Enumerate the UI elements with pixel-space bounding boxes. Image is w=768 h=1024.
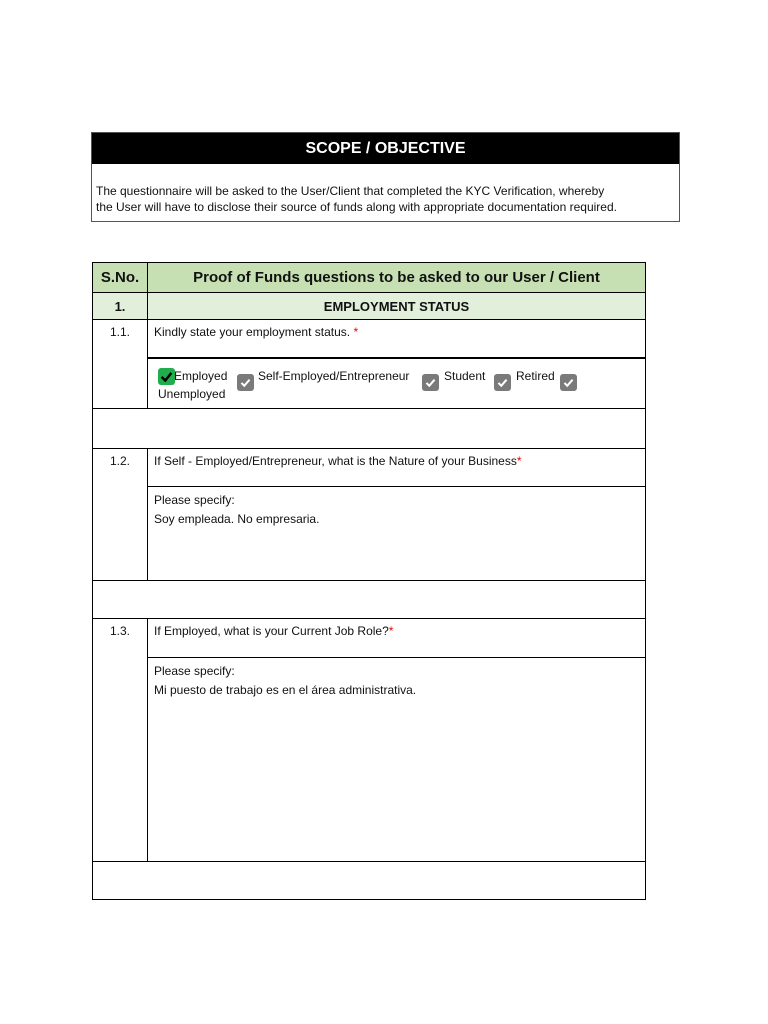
check-icon bbox=[239, 376, 252, 389]
q1-question bbox=[148, 320, 646, 358]
check-icon bbox=[424, 376, 437, 389]
scope-description bbox=[92, 164, 679, 221]
option-retired-label: Retired bbox=[516, 368, 555, 383]
spacer-row bbox=[93, 862, 646, 900]
scope-line-1: The questionnaire will be asked to the User/Client that completed the KYC Verification, whereby bbox=[96, 184, 605, 198]
checkbox-self-employed[interactable] bbox=[237, 374, 254, 391]
q2-number: 1.2. bbox=[93, 449, 148, 581]
questionnaire-table bbox=[92, 262, 646, 900]
q1-number: 1.1. bbox=[93, 320, 148, 409]
check-icon bbox=[160, 370, 173, 383]
q2-answer-text: Soy empleada. No empresaria. bbox=[154, 512, 320, 526]
option-student-label: Student bbox=[444, 368, 486, 383]
q3-answer-field[interactable] bbox=[148, 658, 646, 862]
header-sno: S.No. bbox=[93, 263, 148, 293]
option-employed-label: Employed bbox=[174, 368, 228, 383]
scope-line-2: the User will have to disclose their source of funds along with appropriate documentation required. bbox=[96, 200, 617, 214]
q3-question bbox=[148, 619, 646, 658]
q2-question-text: If Self - Employed/Entrepreneur, what is the Nature of your Business bbox=[154, 454, 517, 468]
q2-question bbox=[148, 449, 646, 487]
header-title: Proof of Funds questions to be asked to our User / Client bbox=[148, 263, 646, 293]
q1-question-text: Kindly state your employment status. bbox=[154, 325, 354, 339]
q3-number: 1.3. bbox=[93, 619, 148, 862]
option-self-employed-label: Self-Employed/Entrepreneur bbox=[258, 368, 410, 383]
required-marker: * bbox=[353, 325, 359, 339]
specify-label: Please specify: bbox=[154, 664, 235, 678]
spacer-row bbox=[93, 409, 646, 449]
section-title: EMPLOYMENT STATUS bbox=[148, 293, 646, 320]
q2-answer-field[interactable] bbox=[148, 487, 646, 581]
q3-question-text: If Employed, what is your Current Job Role? bbox=[154, 624, 389, 638]
scope-title: SCOPE / OBJECTIVE bbox=[92, 133, 679, 164]
checkbox-employed[interactable] bbox=[158, 368, 175, 385]
checkbox-unemployed[interactable] bbox=[560, 374, 577, 391]
check-icon bbox=[496, 376, 509, 389]
q3-answer-text: Mi puesto de trabajo es en el área administrativa. bbox=[154, 683, 417, 697]
required-marker: * bbox=[388, 624, 394, 638]
checkbox-student[interactable] bbox=[422, 374, 439, 391]
spacer-row bbox=[93, 581, 646, 619]
specify-label: Please specify: bbox=[154, 493, 235, 507]
check-icon bbox=[562, 376, 575, 389]
scope-box bbox=[91, 132, 680, 222]
required-marker: * bbox=[516, 454, 522, 468]
section-number: 1. bbox=[93, 293, 148, 320]
employment-status-options bbox=[148, 358, 646, 409]
option-unemployed-label: Unemployed bbox=[158, 386, 226, 401]
checkbox-retired[interactable] bbox=[494, 374, 511, 391]
